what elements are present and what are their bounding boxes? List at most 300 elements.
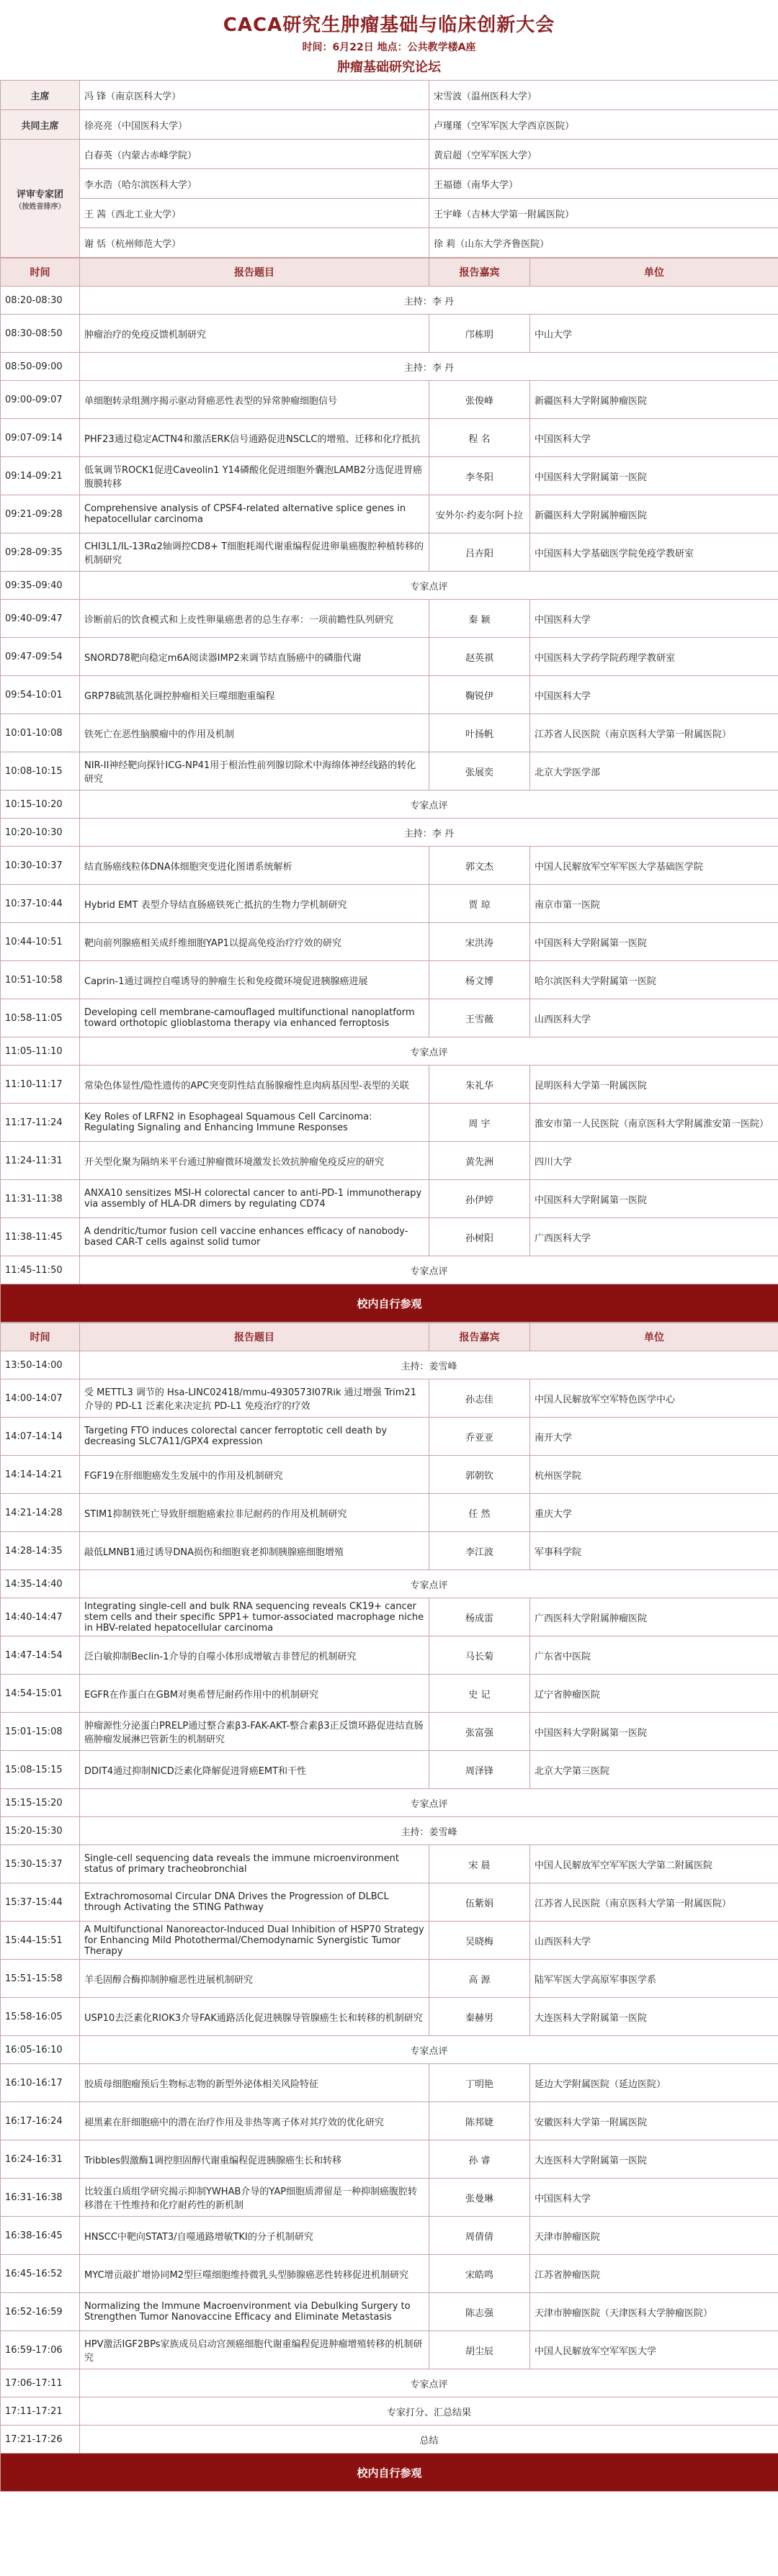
talk-unit: 北京大学第三医院	[530, 1751, 778, 1789]
talk-speaker: 吕卉阳	[429, 533, 530, 572]
talk-unit: 中国医科大学	[530, 600, 778, 638]
role-person: 徐 莉（山东大学齐鲁医院）	[429, 228, 778, 258]
role-person: 冯 锋（南京医科大学）	[80, 81, 429, 110]
talk-unit: 天津市肿瘤医院（天津医科大学肿瘤医院）	[530, 2293, 778, 2331]
col-unit: 单位	[530, 258, 778, 287]
info-time: 13:50-14:00	[1, 1351, 80, 1379]
role-row	[1, 110, 778, 140]
talk-row	[1, 2255, 778, 2293]
talk-topic: 低氧调节ROCK1促进Caveolin1 Y14磷酸化促进细胞外囊泡LAMB2分选促进胃癌腹膜转移	[80, 457, 429, 495]
talk-time: 16:10-16:17	[1, 2064, 80, 2102]
role-person: 宋雪波（温州医科大学）	[429, 81, 778, 110]
talk-row	[1, 1456, 778, 1494]
role-person: 黄启超（空军军医大学）	[429, 140, 778, 169]
talk-time: 11:38-11:45	[1, 1218, 80, 1256]
talk-speaker: 陈志强	[429, 2293, 530, 2331]
col-time: 时间	[1, 258, 80, 287]
agenda-info-row	[1, 791, 778, 819]
talk-row	[1, 638, 778, 676]
talk-speaker: 张俊峰	[429, 381, 530, 419]
conference-time-location: 时间：6月22日 地点：公共教学楼A座	[302, 42, 476, 53]
role-label	[1, 110, 80, 140]
info-time: 11:45-11:50	[1, 1256, 80, 1284]
role-person: 王 茜（西北工业大学）	[80, 199, 429, 228]
talk-time: 15:30-15:37	[1, 1845, 80, 1883]
talk-topic: 胶质母细胞瘤预后生物标志物的新型外泌体相关风险特征	[80, 2064, 429, 2102]
talk-unit: 北京大学医学部	[530, 752, 778, 791]
agenda-info-row	[1, 572, 778, 600]
talk-speaker: 王雪薇	[429, 999, 530, 1037]
info-text: 专家打分、汇总结果	[80, 2397, 778, 2426]
talk-speaker: 孙树阳	[429, 1218, 530, 1256]
talk-unit: 四川大学	[530, 1142, 778, 1180]
talk-topic: Integrating single-cell and bulk RNA sequencing reveals CK19+ cancer stem cells and their specific SPP1+ tumor-associated macrophage niche in HBV-related hepatocellular carcinoma	[80, 1598, 429, 1636]
talk-topic: A dendritic/tumor fusion cell vaccine enhances efficacy of nanobody-based CAR-T cells against solid tumor	[80, 1218, 429, 1256]
talk-topic: PHF23通过稳定ACTN4和激活ERK信号通路促进NSCLC的增殖、迁移和化疗抵抗	[80, 419, 429, 457]
talk-row	[1, 1922, 778, 1960]
campus-tour-banner-1: 校内自行参观	[1, 1284, 778, 1323]
info-text: 主持：李 丹	[80, 819, 778, 847]
talk-row	[1, 2331, 778, 2369]
talk-topic: 泛白敏抑制Beclin-1介导的自噬小体形成增敏吉非替尼的机制研究	[80, 1636, 429, 1675]
talk-row	[1, 1636, 778, 1675]
talk-speaker: 安外尔·约麦尔阿卜拉	[429, 495, 530, 533]
talk-time: 10:01-10:08	[1, 714, 80, 752]
talk-time: 09:14-09:21	[1, 457, 80, 495]
talk-time: 09:21-09:28	[1, 495, 80, 533]
role-label-text: 共同主席	[21, 120, 59, 132]
talk-time: 16:31-16:38	[1, 2179, 80, 2217]
info-time: 17:21-17:26	[1, 2426, 80, 2454]
talk-unit: 江苏省人民医院（南京医科大学第一附属医院）	[530, 714, 778, 752]
talk-speaker: 张富强	[429, 1713, 530, 1751]
talk-speaker: 伍紫娟	[429, 1883, 530, 1922]
info-text: 专家点评	[80, 2369, 778, 2397]
role-person: 卢瑾瑾（空军军医大学西京医院）	[429, 110, 778, 140]
talk-speaker: 程 名	[429, 419, 530, 457]
role-row	[1, 81, 778, 110]
talk-speaker: 孙伊婷	[429, 1180, 530, 1218]
talk-speaker: 黄先洲	[429, 1142, 530, 1180]
talk-unit: 山西医科大学	[530, 1922, 778, 1960]
talk-topic: MYC增贡敲扩增协同M2型巨噬细胞维持微乳头型肺腺癌恶性转移促进机制研究	[80, 2255, 429, 2293]
talk-speaker: 丁明艳	[429, 2064, 530, 2102]
talk-unit: 哈尔滨医科大学附属第一医院	[530, 961, 778, 999]
info-text: 主持：姜雪峰	[80, 1351, 778, 1379]
talk-topic: Single-cell sequencing data reveals the immune microenvironment status of primary tracheobronchial	[80, 1845, 429, 1883]
talk-row	[1, 1218, 778, 1256]
talk-speaker: 杨成雷	[429, 1598, 530, 1636]
agenda-info-row	[1, 287, 778, 315]
talk-time: 10:44-10:51	[1, 923, 80, 961]
talk-unit: 江苏省人民医院（南京医科大学第一附属医院）	[530, 1883, 778, 1922]
talk-row	[1, 1998, 778, 2036]
agenda-info-row	[1, 2036, 778, 2064]
info-text: 专家点评	[80, 572, 778, 600]
talk-speaker: 马长菊	[429, 1636, 530, 1675]
talk-row	[1, 2179, 778, 2217]
talk-unit: 中国人民解放军空军军医大学第二附属医院	[530, 1845, 778, 1883]
talk-time: 10:30-10:37	[1, 847, 80, 885]
talk-topic: DDIT4通过抑制NICD泛素化降解促进肾癌EMT和干性	[80, 1751, 429, 1789]
talk-time: 15:37-15:44	[1, 1883, 80, 1922]
info-text: 专家点评	[80, 2036, 778, 2064]
talk-topic: Developing cell membrane-camouflaged multifunctional nanoplatform toward orthotopic glioblastoma therapy via enhanced ferroptosis	[80, 999, 429, 1037]
talk-time: 14:40-14:47	[1, 1598, 80, 1636]
talk-topic: 常染色体显性/隐性遗传的APC突变阴性结直肠腺瘤性息肉病基因型-表型的关联	[80, 1066, 429, 1104]
talk-row	[1, 315, 778, 353]
talk-row	[1, 600, 778, 638]
forum-title: 肿瘤基础研究论坛	[337, 60, 441, 75]
talk-unit: 山西医科大学	[530, 999, 778, 1037]
info-text: 专家点评	[80, 1256, 778, 1284]
info-time: 09:35-09:40	[1, 572, 80, 600]
talk-row	[1, 419, 778, 457]
campus-tour-banner-2: 校内自行参观	[1, 2454, 778, 2492]
role-row	[1, 169, 778, 199]
role-person: 王宇峰（吉林大学第一附属医院）	[429, 199, 778, 228]
talk-speaker: 任 然	[429, 1494, 530, 1532]
talk-unit: 重庆大学	[530, 1494, 778, 1532]
talk-topic: 肿瘤治疗的免疫反馈机制研究	[80, 315, 429, 353]
talk-time: 14:54-15:01	[1, 1675, 80, 1713]
talk-speaker: 张展奕	[429, 752, 530, 791]
role-row	[1, 228, 778, 258]
talk-row	[1, 1675, 778, 1713]
talk-unit: 中国医科大学药学院药理学教研室	[530, 638, 778, 676]
column-header-row	[1, 1323, 778, 1351]
talk-time: 14:14-14:21	[1, 1456, 80, 1494]
role-row	[1, 140, 778, 169]
info-time: 14:35-14:40	[1, 1570, 80, 1598]
talk-speaker: 周 宇	[429, 1104, 530, 1142]
agenda-info-row	[1, 1037, 778, 1066]
talk-topic: Caprin-1通过调控自噬诱导的肿瘤生长和免疫微环境促进胰腺癌进展	[80, 961, 429, 999]
talk-unit: 辽宁省肿瘤医院	[530, 1675, 778, 1713]
talk-unit: 延边大学附属医院（延边医院）	[530, 2064, 778, 2102]
info-text: 主持：李 丹	[80, 287, 778, 315]
info-time: 10:20-10:30	[1, 819, 80, 847]
talk-time: 08:30-08:50	[1, 315, 80, 353]
page-header	[0, 0, 778, 80]
talk-row	[1, 495, 778, 533]
talk-row	[1, 1713, 778, 1751]
talk-unit: 昆明医科大学第一附属医院	[530, 1066, 778, 1104]
talk-row	[1, 457, 778, 495]
talk-unit: 军事科学院	[530, 1532, 778, 1570]
talk-time: 10:37-10:44	[1, 885, 80, 923]
conference-title: CACA研究生肿瘤基础与临床创新大会	[223, 14, 555, 36]
col-speaker: 报告嘉宾	[429, 1323, 530, 1351]
talk-speaker: 李冬阳	[429, 457, 530, 495]
role-person: 白春英（内蒙古赤峰学院）	[80, 140, 429, 169]
talk-speaker: 秦 颖	[429, 600, 530, 638]
talk-topic: 比较蛋白质组学研究揭示抑制YWHAB介导的YAP细胞质滞留是一种抑制癌腹腔转移潜在干性维持和化疗耐药性的新机制	[80, 2179, 429, 2217]
col-unit: 单位	[530, 1323, 778, 1351]
agenda-info-row	[1, 819, 778, 847]
talk-unit: 中国人民解放军空军特色医学中心	[530, 1379, 778, 1418]
role-label	[1, 81, 80, 110]
talk-row	[1, 923, 778, 961]
talk-time: 15:44-15:51	[1, 1922, 80, 1960]
info-time: 08:20-08:30	[1, 287, 80, 315]
talk-time: 14:21-14:28	[1, 1494, 80, 1532]
talk-topic: A Multifunctional Nanoreactor-Induced Dual Inhibition of HSP70 Strategy for Enhancing Mild Photothermal/Chemodynamic Synergistic Tumor Therapy	[80, 1922, 429, 1960]
info-text: 专家点评	[80, 1037, 778, 1066]
info-time: 08:50-09:00	[1, 353, 80, 381]
talk-time: 14:07-14:14	[1, 1418, 80, 1456]
talk-speaker: 周泽锋	[429, 1751, 530, 1789]
col-time: 时间	[1, 1323, 80, 1351]
talk-row	[1, 1418, 778, 1456]
session1-table	[0, 258, 778, 1323]
talk-row	[1, 1883, 778, 1922]
talk-row	[1, 1142, 778, 1180]
talk-unit: 新疆医科大学附属肿瘤医院	[530, 381, 778, 419]
talk-topic: 肿瘤源性分泌蛋白PRELP通过整合素β3-FAK-AKT-整合素β3正反馈环路促进结直肠癌肿瘤发展淋巴管新生的机制研究	[80, 1713, 429, 1751]
talk-time: 10:51-10:58	[1, 961, 80, 999]
role-row	[1, 199, 778, 228]
role-label	[1, 140, 80, 258]
talk-topic: Targeting FTO induces colorectal cancer ferroptotic cell death by decreasing SLC7A11/GPX4 expression	[80, 1418, 429, 1456]
talk-row	[1, 1532, 778, 1570]
session2-table	[0, 1323, 778, 2492]
info-text: 主持：李 丹	[80, 353, 778, 381]
talk-topic: 褪黑素在肝细胞癌中的潜在治疗作用及非热等离子体对其疗效的优化研究	[80, 2102, 429, 2140]
col-topic: 报告题目	[80, 258, 429, 287]
talk-time: 15:58-16:05	[1, 1998, 80, 2036]
info-time: 16:05-16:10	[1, 2036, 80, 2064]
talk-time: 10:58-11:05	[1, 999, 80, 1037]
info-text: 专家点评	[80, 1570, 778, 1598]
info-time: 15:20-15:30	[1, 1817, 80, 1845]
talk-time: 09:47-09:54	[1, 638, 80, 676]
role-label-text: 评审专家团	[16, 189, 63, 200]
agenda-info-row	[1, 2369, 778, 2397]
talk-row	[1, 1845, 778, 1883]
role-person: 徐亮亮（中国医科大学）	[80, 110, 429, 140]
agenda-info-row	[1, 1789, 778, 1817]
talk-topic: Hybrid EMT 表型介导结直肠癌铁死亡抵抗的生物力学机制研究	[80, 885, 429, 923]
column-header-row	[1, 258, 778, 287]
talk-row	[1, 752, 778, 791]
talk-speaker: 秦赫男	[429, 1998, 530, 2036]
talk-unit: 中国医科大学附属第一医院	[530, 923, 778, 961]
talk-row	[1, 381, 778, 419]
talk-unit: 中国医科大学	[530, 2179, 778, 2217]
talk-unit: 中国人民解放军空军军医大学	[530, 2331, 778, 2369]
talk-row	[1, 885, 778, 923]
role-label-text: 主席	[30, 91, 50, 102]
info-text: 专家点评	[80, 1789, 778, 1817]
talk-speaker: 胡尘辰	[429, 2331, 530, 2369]
talk-row	[1, 1598, 778, 1636]
talk-row	[1, 1960, 778, 1998]
talk-topic: GRP78硫凯基化调控肿瘤相关巨噬细胞重编程	[80, 676, 429, 714]
talk-unit: 江苏省肿瘤医院	[530, 2255, 778, 2293]
talk-speaker: 吴晓梅	[429, 1922, 530, 1960]
talk-topic: EGFR在作蛋白在GBM对奥希替尼耐药作用中的机制研究	[80, 1675, 429, 1713]
talk-time: 16:52-16:59	[1, 2293, 80, 2331]
talk-unit: 中国医科大学基础医学院免疫学教研室	[530, 533, 778, 572]
role-note: （按姓音排序）	[14, 202, 66, 211]
talk-unit: 南开大学	[530, 1418, 778, 1456]
talk-time: 14:00-14:07	[1, 1379, 80, 1418]
talk-time: 15:01-15:08	[1, 1713, 80, 1751]
info-time: 15:15-15:20	[1, 1789, 80, 1817]
talk-topic: 敲低LMNB1通过诱导DNA损伤和细胞衰老抑制胰腺癌细胞增殖	[80, 1532, 429, 1570]
talk-unit: 中国医科大学附属第一医院	[530, 457, 778, 495]
talk-topic: NIR-II神经靶向探针ICG-NP41用于根治性前列腺切除术中海绵体神经线路的转化研究	[80, 752, 429, 791]
talk-row	[1, 961, 778, 999]
info-time: 17:06-17:11	[1, 2369, 80, 2397]
talk-speaker: 李江波	[429, 1532, 530, 1570]
talk-time: 11:10-11:17	[1, 1066, 80, 1104]
info-time: 11:05-11:10	[1, 1037, 80, 1066]
talk-speaker: 贾 琼	[429, 885, 530, 923]
talk-row	[1, 847, 778, 885]
talk-unit: 陆军军医大学高原军事医学系	[530, 1960, 778, 1998]
talk-unit: 新疆医科大学附属肿瘤医院	[530, 495, 778, 533]
col-speaker: 报告嘉宾	[429, 258, 530, 287]
talk-row	[1, 1494, 778, 1532]
talk-row	[1, 999, 778, 1037]
talk-unit: 杭州医学院	[530, 1456, 778, 1494]
talk-unit: 中国人民解放军空军军医大学基础医学院	[530, 847, 778, 885]
talk-topic: STIM1抑制铁死亡导致肝细胞癌索拉非尼耐药的作用及机制研究	[80, 1494, 429, 1532]
col-topic: 报告题目	[80, 1323, 429, 1351]
talk-topic: Key Roles of LRFN2 in Esophageal Squamous Cell Carcinoma: Regulating Signaling and Enhancing Immune Responses	[80, 1104, 429, 1142]
agenda-info-row	[1, 1256, 778, 1284]
talk-topic: USP10去泛素化RIOK3介导FAK通路活化促进胰腺导管腺癌生长和转移的机制研究	[80, 1998, 429, 2036]
talk-topic: 受 METTL3 调节的 Hsa-LINC02418/mmu-4930573I07Rik 通过增强 Trim21 介导的 PD-L1 泛素化来决定抗 PD-L1 免疫治疗的疗效	[80, 1379, 429, 1418]
talk-row	[1, 676, 778, 714]
talk-unit: 天津市肿瘤医院	[530, 2217, 778, 2255]
talk-row	[1, 1180, 778, 1218]
talk-speaker: 郭朝钦	[429, 1456, 530, 1494]
talk-unit: 中山大学	[530, 315, 778, 353]
talk-speaker: 宋 晨	[429, 1845, 530, 1883]
talk-topic: FGF19在肝细胞癌发生发展中的作用及机制研究	[80, 1456, 429, 1494]
talk-unit: 中国医科大学	[530, 676, 778, 714]
talk-unit: 中国医科大学附属第一医院	[530, 1180, 778, 1218]
agenda-info-row	[1, 1351, 778, 1379]
talk-topic: CHI3L1/IL-13Rα2轴调控CD8+ T细胞耗竭代谢重编程促进卵巢癌腹腔种植转移的机制研究	[80, 533, 429, 572]
roles-table	[0, 80, 778, 258]
info-time: 17:11-17:21	[1, 2397, 80, 2426]
talk-speaker: 邝栋明	[429, 315, 530, 353]
talk-time: 15:51-15:58	[1, 1960, 80, 1998]
talk-topic: Normalizing the Immune Macroenvironment via Debulking Surgery to Strengthen Tumor Nanovaccine Efficacy and Eliminate Metastasis	[80, 2293, 429, 2331]
role-person: 谢 恬（杭州师范大学）	[80, 228, 429, 258]
talk-topic: 铁死亡在恶性脑膜瘤中的作用及机制	[80, 714, 429, 752]
talk-time: 16:45-16:52	[1, 2255, 80, 2293]
talk-time: 16:59-17:06	[1, 2331, 80, 2369]
talk-speaker: 陈邦婕	[429, 2102, 530, 2140]
info-text: 总结	[80, 2426, 778, 2454]
talk-topic: Tribbles假激酶1调控胆固醇代谢重编程促进胰腺癌生长和转移	[80, 2140, 429, 2179]
agenda-info-row	[1, 2426, 778, 2454]
talk-topic: SNORD78靶向稳定m6A阅读器IMP2来调节结直肠癌中的磷脂代谢	[80, 638, 429, 676]
talk-time: 14:47-14:54	[1, 1636, 80, 1675]
talk-topic: 诊断前后的饮食模式和上皮性卵巢癌患者的总生存率：一项前瞻性队列研究	[80, 600, 429, 638]
talk-row	[1, 1751, 778, 1789]
talk-row	[1, 533, 778, 572]
talk-unit: 南京市第一医院	[530, 885, 778, 923]
talk-topic: HPV激活IGF2BPs家族成员启动宫颈癌细胞代谢重编程促进肿瘤增殖转移的机制研究	[80, 2331, 429, 2369]
talk-time: 09:40-09:47	[1, 600, 80, 638]
talk-time: 16:17-16:24	[1, 2102, 80, 2140]
talk-time: 14:28-14:35	[1, 1532, 80, 1570]
info-time: 10:15-10:20	[1, 791, 80, 819]
talk-speaker: 孙 睿	[429, 2140, 530, 2179]
info-text: 专家点评	[80, 791, 778, 819]
talk-speaker: 朱礼华	[429, 1066, 530, 1104]
talk-speaker: 郭文杰	[429, 847, 530, 885]
role-person: 王福德（南华大学）	[429, 169, 778, 199]
talk-speaker: 史 记	[429, 1675, 530, 1713]
talk-speaker: 叶扬帆	[429, 714, 530, 752]
talk-unit: 淮安市第一人民医院（南京医科大学附属淮安第一医院）	[530, 1104, 778, 1142]
talk-unit: 广东省中医院	[530, 1636, 778, 1675]
info-text: 主持：姜雪峰	[80, 1817, 778, 1845]
talk-speaker: 孙志佳	[429, 1379, 530, 1418]
talk-time: 15:08-15:15	[1, 1751, 80, 1789]
talk-row	[1, 2064, 778, 2102]
talk-speaker: 乔亚亚	[429, 1418, 530, 1456]
talk-unit: 安徽医科大学第一附属医院	[530, 2102, 778, 2140]
talk-time: 11:24-11:31	[1, 1142, 80, 1180]
talk-speaker: 宋洪涛	[429, 923, 530, 961]
talk-topic: Extrachromosomal Circular DNA Drives the Progression of DLBCL through Activating the STING Pathway	[80, 1883, 429, 1922]
talk-topic: 结直肠癌线粒体DNA体细胞突变进化图谱系统解析	[80, 847, 429, 885]
talk-time: 16:38-16:45	[1, 2217, 80, 2255]
role-person: 李水浩（哈尔滨医科大学）	[80, 169, 429, 199]
talk-unit: 大连医科大学附属第一医院	[530, 2140, 778, 2179]
talk-time: 11:17-11:24	[1, 1104, 80, 1142]
talk-topic: 开关型化聚为隔纳米平台通过肿瘤微环境激发长效抗肿瘤免疫反应的研究	[80, 1142, 429, 1180]
talk-speaker: 张曼琳	[429, 2179, 530, 2217]
talk-time: 09:00-09:07	[1, 381, 80, 419]
agenda-info-row	[1, 1570, 778, 1598]
talk-unit: 广西医科大学附属肿瘤医院	[530, 1598, 778, 1636]
talk-time: 09:28-09:35	[1, 533, 80, 572]
agenda-info-row	[1, 1817, 778, 1845]
talk-speaker: 赵英祺	[429, 638, 530, 676]
talk-speaker: 高 源	[429, 1960, 530, 1998]
talk-topic: HNSCC中靶向STAT3/自噬通路增敏TKI的分子机制研究	[80, 2217, 429, 2255]
talk-row	[1, 2102, 778, 2140]
talk-row	[1, 2140, 778, 2179]
talk-row	[1, 1104, 778, 1142]
talk-topic: Comprehensive analysis of CPSF4-related alternative splice genes in hepatocellular carcinoma	[80, 495, 429, 533]
agenda-info-row	[1, 2397, 778, 2426]
talk-topic: 靶向前列腺癌相关成纤维细胞YAP1以提高免疫治疗疗效的研究	[80, 923, 429, 961]
talk-time: 09:54-10:01	[1, 676, 80, 714]
talk-unit: 广西医科大学	[530, 1218, 778, 1256]
talk-speaker: 宋皓鸣	[429, 2255, 530, 2293]
talk-speaker: 周倩倩	[429, 2217, 530, 2255]
talk-topic: 单细胞转录组测序揭示驱动肾癌恶性表型的异常肿瘤细胞信号	[80, 381, 429, 419]
talk-row	[1, 2217, 778, 2255]
talk-row	[1, 1066, 778, 1104]
talk-unit: 中国医科大学附属第一医院	[530, 1713, 778, 1751]
agenda-info-row	[1, 353, 778, 381]
talk-time: 10:08-10:15	[1, 752, 80, 791]
talk-row	[1, 2293, 778, 2331]
talk-unit: 大连医科大学附属第一医院	[530, 1998, 778, 2036]
talk-speaker: 杨文博	[429, 961, 530, 999]
